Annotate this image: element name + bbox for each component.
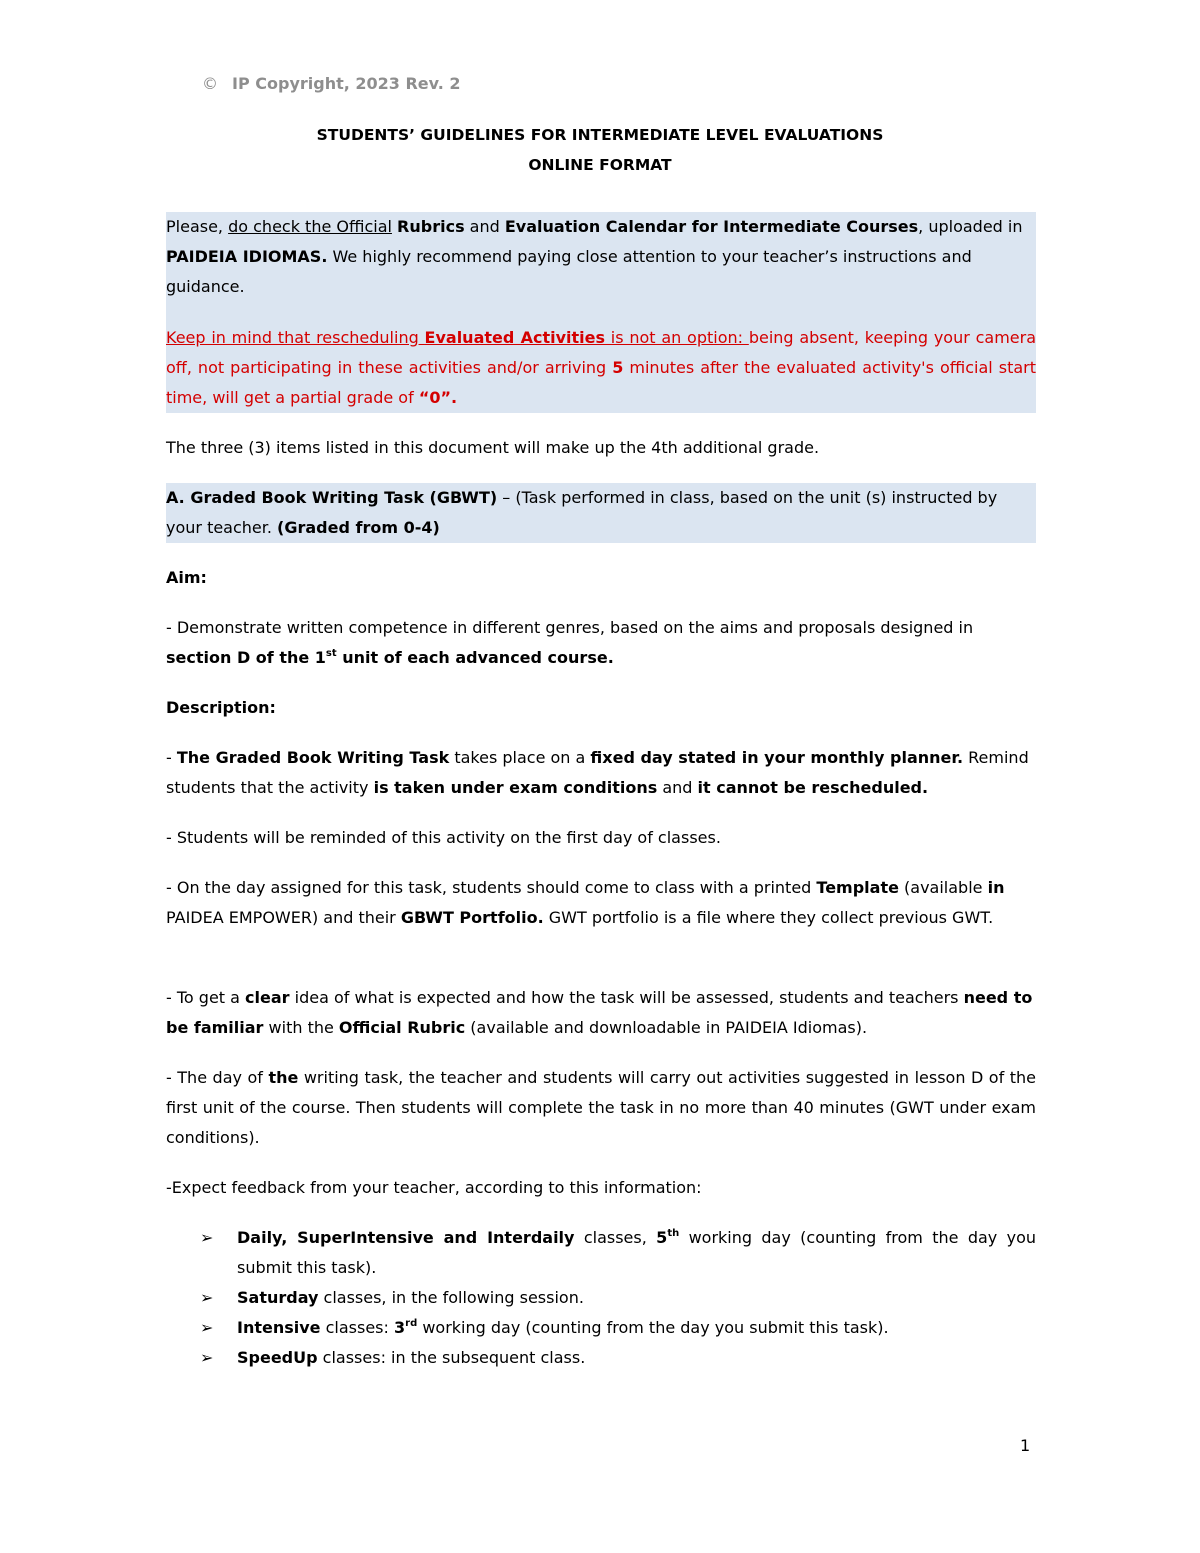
description-paragraph-6: -Expect feedback from your teacher, according to this information: [166,1178,702,1197]
feedback-list [200,1223,1036,1373]
copyright-text: IP Copyright, 2023 Rev. 2 [232,74,461,93]
arrowhead-bullet-icon: ➢ [200,1348,214,1367]
description-paragraph-5: - The day of the writing task, the teacher and students will carry out activities suggested in lesson D of the first unit of the course. Then students will complete the task in no more than 40 minutes (GWT under exam conditions). [166,1068,1036,1147]
notice-box [166,212,1036,413]
notice-paragraph: Please, do check the Official Rubrics and Evaluation Calendar for Intermediate Courses, uploaded in PAIDEIA IDIOMAS. We highly recommend paying close attention to your teacher’s instructions and guidance. [166,217,1023,296]
description-paragraph-4: - To get a clear idea of what is expected and how the task will be assessed, students and teachers need to be familiar with the Official Rubric (available and downloadable in PAIDEIA Idiomas). [166,988,1033,1037]
aim-paragraph: - Demonstrate written competence in different genres, based on the aims and proposals designed in section D of the 1st unit of each advanced course. [166,618,974,667]
document-subtitle: ONLINE FORMAT [528,156,672,174]
copyright-icon: © [202,74,218,93]
reschedule-warning: Keep in mind that rescheduling Evaluated Activities is not an option: being absent, keeping your camera off, not participating in these activities and/or arriving 5 minutes after the evaluated activity's official start time, will get a partial grade of “0”. [166,328,1037,407]
list-item: ➢ Intensive classes: 3rd working day (counting from the day you submit this task). [200,1313,1036,1343]
list-item: ➢ SpeedUp classes: in the subsequent class. [200,1343,1036,1373]
document-title: STUDENTS’ GUIDELINES FOR INTERMEDIATE LEVEL EVALUATIONS [316,126,884,144]
page-number: 1 [1020,1436,1031,1455]
intro-paragraph: The three (3) items listed in this document will make up the 4th additional grade. [166,438,820,457]
description-paragraph-1: - The Graded Book Writing Task takes place on a fixed day stated in your monthly planner. Remind students that the activity is taken under exam conditions and it cannot be rescheduled. [166,748,1029,797]
description-heading: Description: [166,698,276,717]
list-item: ➢ Saturday classes, in the following session. [200,1283,1036,1313]
description-paragraph-3: - On the day assigned for this task, students should come to class with a printed Template (available in PAIDEA EMPOWER) and their GBWT Portfolio. GWT portfolio is a file where they collect previous GWT. [166,878,1005,927]
description-paragraph-2: - Students will be reminded of this activity on the first day of classes. [166,828,721,847]
aim-heading: Aim: [166,568,207,587]
arrowhead-bullet-icon: ➢ [200,1288,214,1307]
copyright-line [202,74,461,93]
list-item: ➢ Daily, SuperIntensive and Interdaily classes, 5th working day (counting from the day you submit this task). [200,1223,1036,1283]
section-a-heading: A. Graded Book Writing Task (GBWT) – (Task performed in class, based on the unit (s) instructed by your teacher. (Graded from 0-4) [166,483,1036,543]
arrowhead-bullet-icon: ➢ [200,1228,214,1247]
arrowhead-bullet-icon: ➢ [200,1318,214,1337]
